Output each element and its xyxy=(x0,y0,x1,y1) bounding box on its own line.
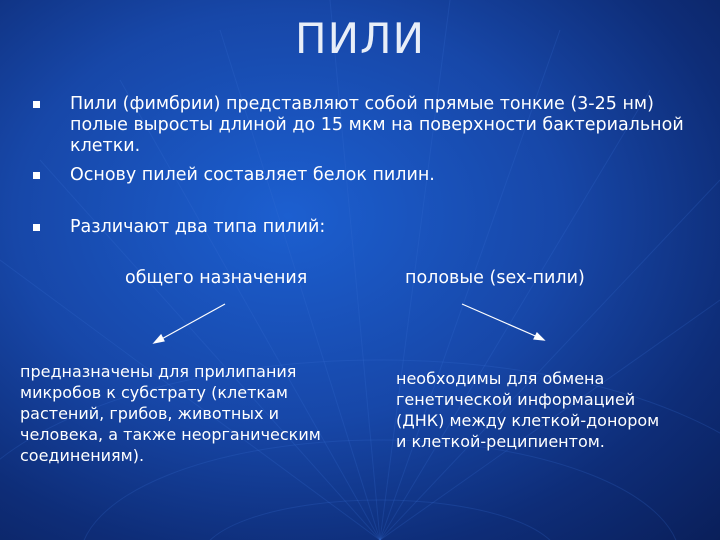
arrow-left xyxy=(158,304,225,341)
desc-sex: необходимы для обмена генетической информацией (ДНК) между клеткой-донором и клеткой-реципиентом. xyxy=(396,369,660,451)
arrow-left-head xyxy=(154,335,164,343)
bullet-text-1: Пили (фимбрии) представляют собой прямые тонкие (3-25 нм) полые выросты длиной до 15 мкм на поверхности бактериальной клетки. xyxy=(70,94,684,156)
slide-title: ПИЛИ xyxy=(295,14,425,63)
type-label-sex: половые (sex-пили) xyxy=(405,268,585,288)
bullet-text-3: Различают два типа пилий: xyxy=(70,217,326,237)
arrow-right-head xyxy=(534,333,544,340)
bullet-text-2: Основу пилей составляет белок пилин. xyxy=(70,165,435,185)
arrow-right xyxy=(462,304,540,338)
desc-general: предназначены для прилипания микробов к субстрату (клеткам растений, грибов, животных и человека, а также неорганическим соединениям). xyxy=(20,362,321,465)
type-label-general: общего назначения xyxy=(125,268,308,288)
